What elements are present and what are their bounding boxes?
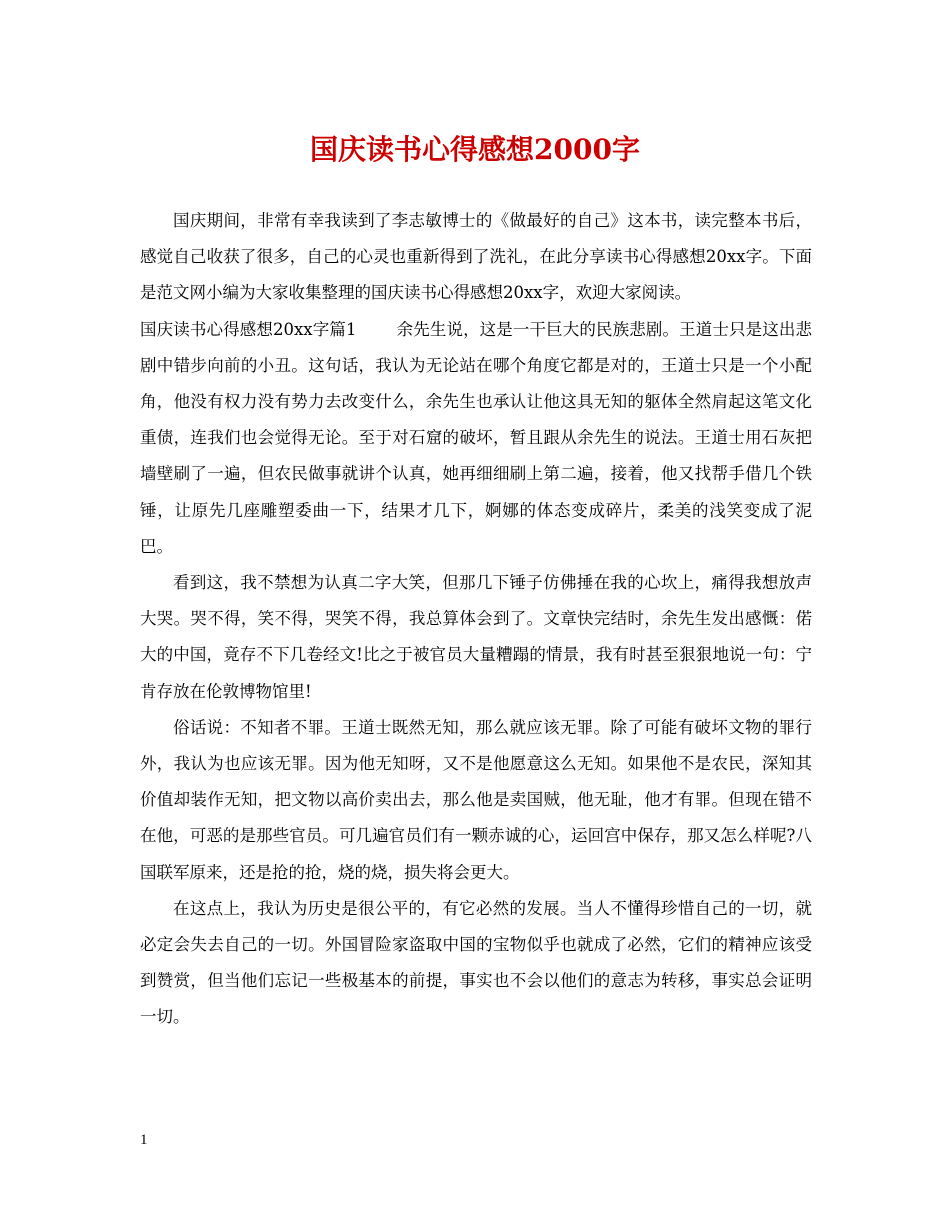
document-title: 国庆读书心得感想2000字 (310, 133, 640, 166)
section-label: 国庆读书心得感想20xx字篇1 (140, 319, 357, 339)
body-paragraph-2: 俗话说：不知者不罪。王道士既然无知，那么就应该无罪。除了可能有破坏文物的罪行外，我认为也应该无罪。因为他无知呀，又不是他愿意这么无知。如果他不是农民，深知其价值却装作无知，把文物以高价卖出去，那么他是卖国贼，他无耻，他才有罪。但现在错不在他，可恶的是那些官员。可几遍官员们有一颗赤诚的心，运回宫中保存，那又怎么样呢?八国联军原来，还是抢的抢，烧的烧，损失将会更大。 (140, 717, 812, 882)
body-paragraph-3: 在这点上，我认为历史是很公平的，有它必然的发展。当人不懂得珍惜自己的一切，就必定会失去自己的一切。外国冒险家盗取中国的宝物似乎也就成了必然，它们的精神应该受到赞赏，但当他们忘记一些极基本的前提，事实也不会以他们的意志为转移，事实总会证明一切。 (140, 898, 812, 1027)
body-paragraph-1: 看到这，我不禁想为认真二字大笑，但那几下锤子仿佛捶在我的心坎上，痛得我想放声大哭。哭不得，笑不得，哭笑不得，我总算体会到了。文章快完结时，余先生发出感慨：偌大的中国，竟存不下几卷经文!比之于被官员大量糟蹋的情景，我有时甚至狠狠地说一句：宁肯存放在伦敦博物馆里! (140, 573, 812, 701)
document-body (140, 203, 812, 1036)
page-number: 1 (140, 1132, 148, 1148)
intro-paragraph: 国庆期间，非常有幸我读到了李志敏博士的《做最好的自己》这本书，读完整本书后，感觉自己收获了很多，自己的心灵也重新得到了洗礼，在此分享读书心得感想20xx字。下面是范文网小编为大家收集整理的国庆读书心得感想20xx字，欢迎大家阅读。 (140, 211, 812, 303)
section-body: 余先生说，这是一干巨大的民族悲剧。王道士只是这出悲剧中错步向前的小丑。这句话，我认为无论站在哪个角度它都是对的，王道士只是一个小配角，他没有权力没有势力去改变什么，余先生也承认让他这具无知的躯体全然肩起这笔文化重债，连我们也会觉得无论。至于对石窟的破坏，暂且跟从余先生的说法。王道士用石灰把墙壁刷了一遍，但农民做事就讲个认真，她再细细刷上第二遍，接着，他又找帮手借几个铁锤，让原先几座雕塑委曲一下，结果才几下，婀娜的体态变成碎片，柔美的浅笑变成了泥巴。 (140, 319, 813, 556)
section-paragraph (140, 312, 812, 565)
